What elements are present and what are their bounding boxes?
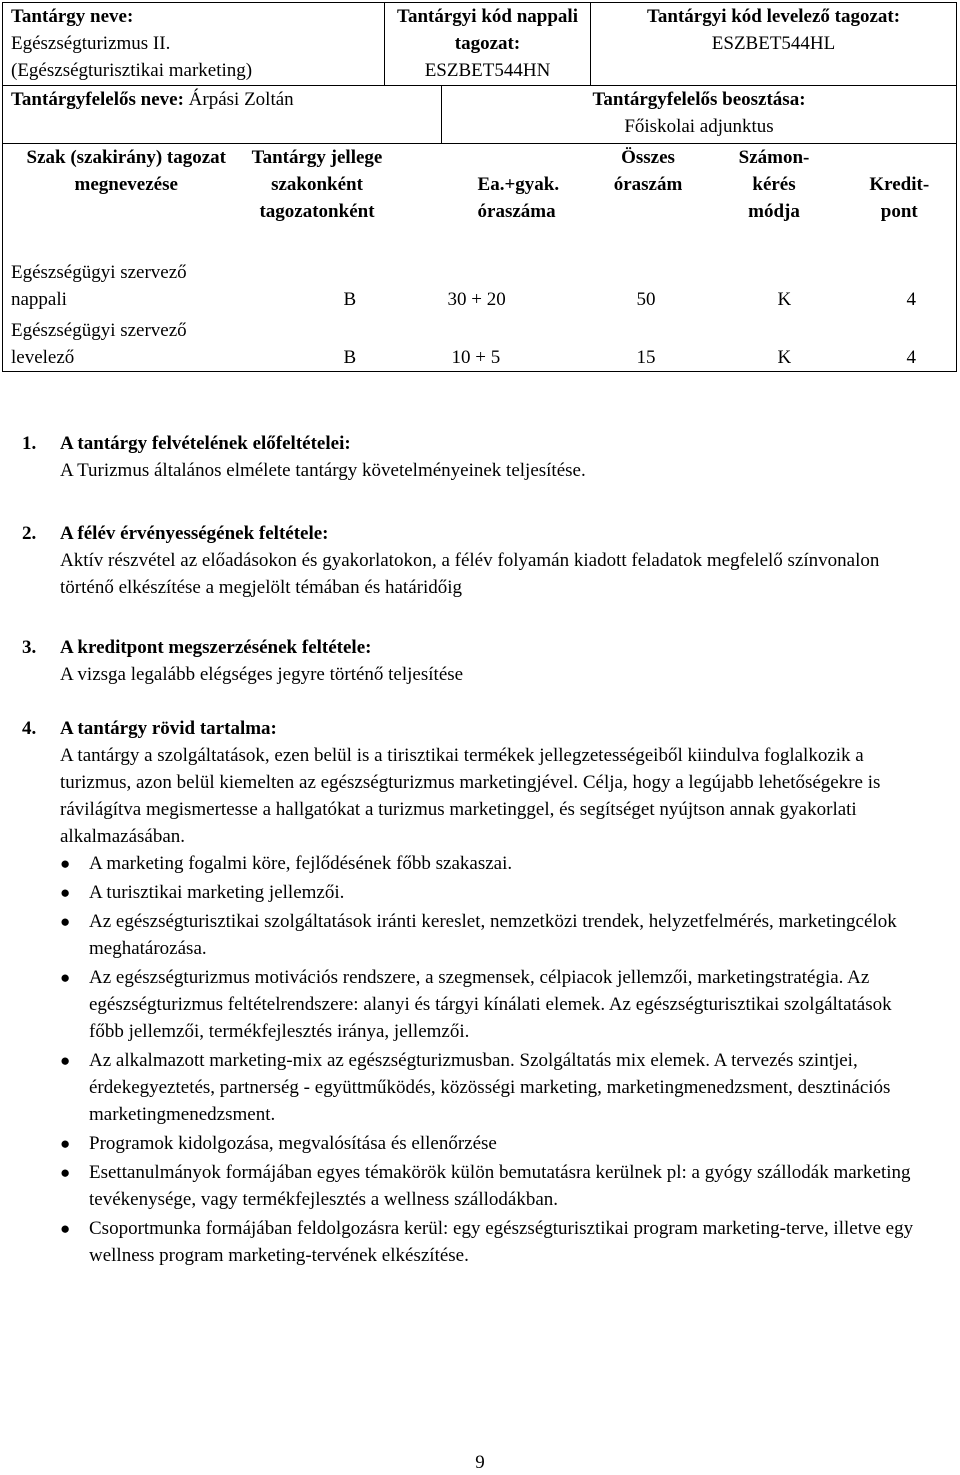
section-body: A tantárgy a szolgáltatások, ezen belül is a tirisztikai termékek jellegzetességeiből kiindulva foglalkozik a turizmus, azon belül kiemelten az egészségturizmus marketingjével. Célja, hogy a legújabb lehetőségekre is rávilágítva megismertesse a hallgatókat a turizmus marketinggel, és segítséget nyújtson annak gyakorlati alkalmazásában. bbox=[60, 745, 881, 847]
table-row bbox=[3, 256, 957, 313]
row-credit: 4 bbox=[843, 313, 957, 372]
list-item: ● Programok kidolgozása, megvalósítása és ellenőrzése bbox=[60, 1130, 922, 1157]
bullet-icon: ● bbox=[60, 1163, 71, 1182]
section-title: A kreditpont megszerzésének feltétele: bbox=[60, 637, 372, 658]
section-body: A Turizmus általános elmélete tantárgy követelményeinek teljesítése. bbox=[60, 460, 586, 481]
subject-name-cell bbox=[3, 3, 385, 86]
list-item: ● A turisztikai marketing jellemzői. bbox=[60, 879, 922, 906]
bullet-icon: ● bbox=[60, 1051, 71, 1070]
position-label: Tantárgyfelelős beosztása: bbox=[592, 89, 806, 110]
row-total: 15 bbox=[591, 313, 706, 372]
row-character: B bbox=[343, 288, 357, 310]
code-corr-cell bbox=[591, 3, 957, 86]
responsible-cell bbox=[3, 86, 442, 144]
section-content bbox=[22, 715, 922, 1271]
bullet-icon: ● bbox=[60, 968, 71, 987]
bullet-icon: ● bbox=[60, 912, 71, 931]
col-total-header: Összes óraszám bbox=[591, 144, 706, 256]
row-major: Egészségügyi szervező levelező bbox=[3, 313, 250, 372]
row-hours: 10 + 5 bbox=[442, 313, 591, 372]
section-number: 1. bbox=[22, 433, 37, 454]
row-exam: K bbox=[777, 288, 792, 310]
section-prerequisites bbox=[22, 430, 922, 484]
row-hours: 30 + 20 bbox=[447, 288, 506, 310]
section-body: A vizsga legalább elégséges jegyre történő teljesítése bbox=[60, 664, 464, 685]
section-title: A tantárgy rövid tartalma: bbox=[60, 718, 277, 739]
list-item: ● Esettanulmányok formájában egyes témakörök külön bemutatásra kerülnek pl: a gyógy szállodák marketing tevékenysége, vagy termékfejlesztés a wellness szállodákban. bbox=[60, 1159, 922, 1213]
course-info-table bbox=[2, 2, 957, 372]
responsible-name: Árpási Zoltán bbox=[188, 89, 294, 110]
responsible-label: Tantárgyfelelős neve: bbox=[11, 89, 184, 110]
col-exam-header: Számon-kérés módja bbox=[706, 144, 843, 256]
section-number: 4. bbox=[22, 718, 37, 739]
list-item: ● A marketing fogalmi köre, fejlődésének főbb szakaszai. bbox=[60, 850, 922, 877]
code-corr: ESZBET544HL bbox=[711, 33, 836, 54]
bullet-icon: ● bbox=[60, 883, 71, 902]
list-item: ● Az egészségturisztikai szolgáltatások iránti kereslet, nemzetközi trendek, helyzetfelmérés, marketingcélok meghatározása. bbox=[60, 908, 922, 962]
col-credit-header: Kredit-pont bbox=[843, 144, 957, 256]
section-title: A tantárgy felvételének előfeltételei: bbox=[60, 433, 351, 454]
section-credit-condition bbox=[22, 634, 922, 688]
row-exam: K bbox=[706, 313, 843, 372]
table-row bbox=[3, 313, 957, 372]
subject-name-label: Tantárgy neve: bbox=[11, 6, 134, 27]
row-credit: 4 bbox=[843, 256, 957, 313]
subject-name-sub: (Egészségturisztikai marketing) bbox=[11, 60, 253, 81]
page-number: 9 bbox=[475, 1452, 485, 1473]
code-corr-label: Tantárgyi kód levelező tagozat: bbox=[646, 6, 901, 27]
list-item: ● Csoportmunka formájában feldolgozásra kerül: egy egészségturisztikai program marketing-terve, illetve egy wellness program marketing-tervének elkészítése. bbox=[60, 1215, 922, 1269]
section-semester-validity bbox=[22, 520, 922, 601]
section-number: 2. bbox=[22, 523, 37, 544]
col-character-header: Tantárgy jellege szakonként tagozatonként bbox=[250, 144, 385, 256]
col-hours-header: Ea.+gyak. óraszáma bbox=[442, 144, 591, 256]
bullet-icon: ● bbox=[60, 854, 71, 873]
position: Főiskolai adjunktus bbox=[624, 116, 774, 137]
row-major: Egészségügyi szervező nappali bbox=[3, 256, 250, 313]
list-item: ● Az alkalmazott marketing-mix az egészségturizmusban. Szolgáltatás mix elemek. A tervezés szintjei, érdekegyeztetés, partnerség - együttműködés, közösségi marketing, marketingmenedzsment, desztinációs marketingmenedzsment. bbox=[60, 1047, 922, 1128]
subject-name: Egészségturizmus II. bbox=[11, 33, 171, 54]
list-item: ● Az egészségturizmus motivációs rendszere, a szegmensek, célpiacok jellemzői, marketingstratégia. Az egészségturizmus feltételrendszere: alanyi és tárgyi kínálati elemek. Az egészségturisztikai szolgáltatások főbb jellemzői, termékfejlesztés iránya, jellemzői. bbox=[60, 964, 922, 1045]
row-character: B bbox=[250, 313, 385, 372]
code-day: ESZBET544HN bbox=[424, 60, 551, 81]
content-topic-list bbox=[22, 850, 922, 1269]
section-body: Aktív részvétel az előadásokon és gyakorlatokon, a félév folyamán kiadott feladatok megfelelő színvonalon történő elkészítése a megjelölt témában és határidőig bbox=[60, 550, 880, 598]
bullet-icon: ● bbox=[60, 1219, 71, 1238]
row-total: 50 bbox=[636, 288, 656, 310]
code-day-label: Tantárgyi kód nappali tagozat: bbox=[397, 6, 578, 54]
code-day-cell bbox=[385, 3, 591, 86]
col-major-header: Szak (szakirány) tagozat megnevezése bbox=[3, 144, 250, 256]
bullet-icon: ● bbox=[60, 1134, 71, 1153]
position-cell bbox=[442, 86, 957, 144]
section-number: 3. bbox=[22, 637, 37, 658]
section-title: A félév érvényességének feltétele: bbox=[60, 523, 329, 544]
